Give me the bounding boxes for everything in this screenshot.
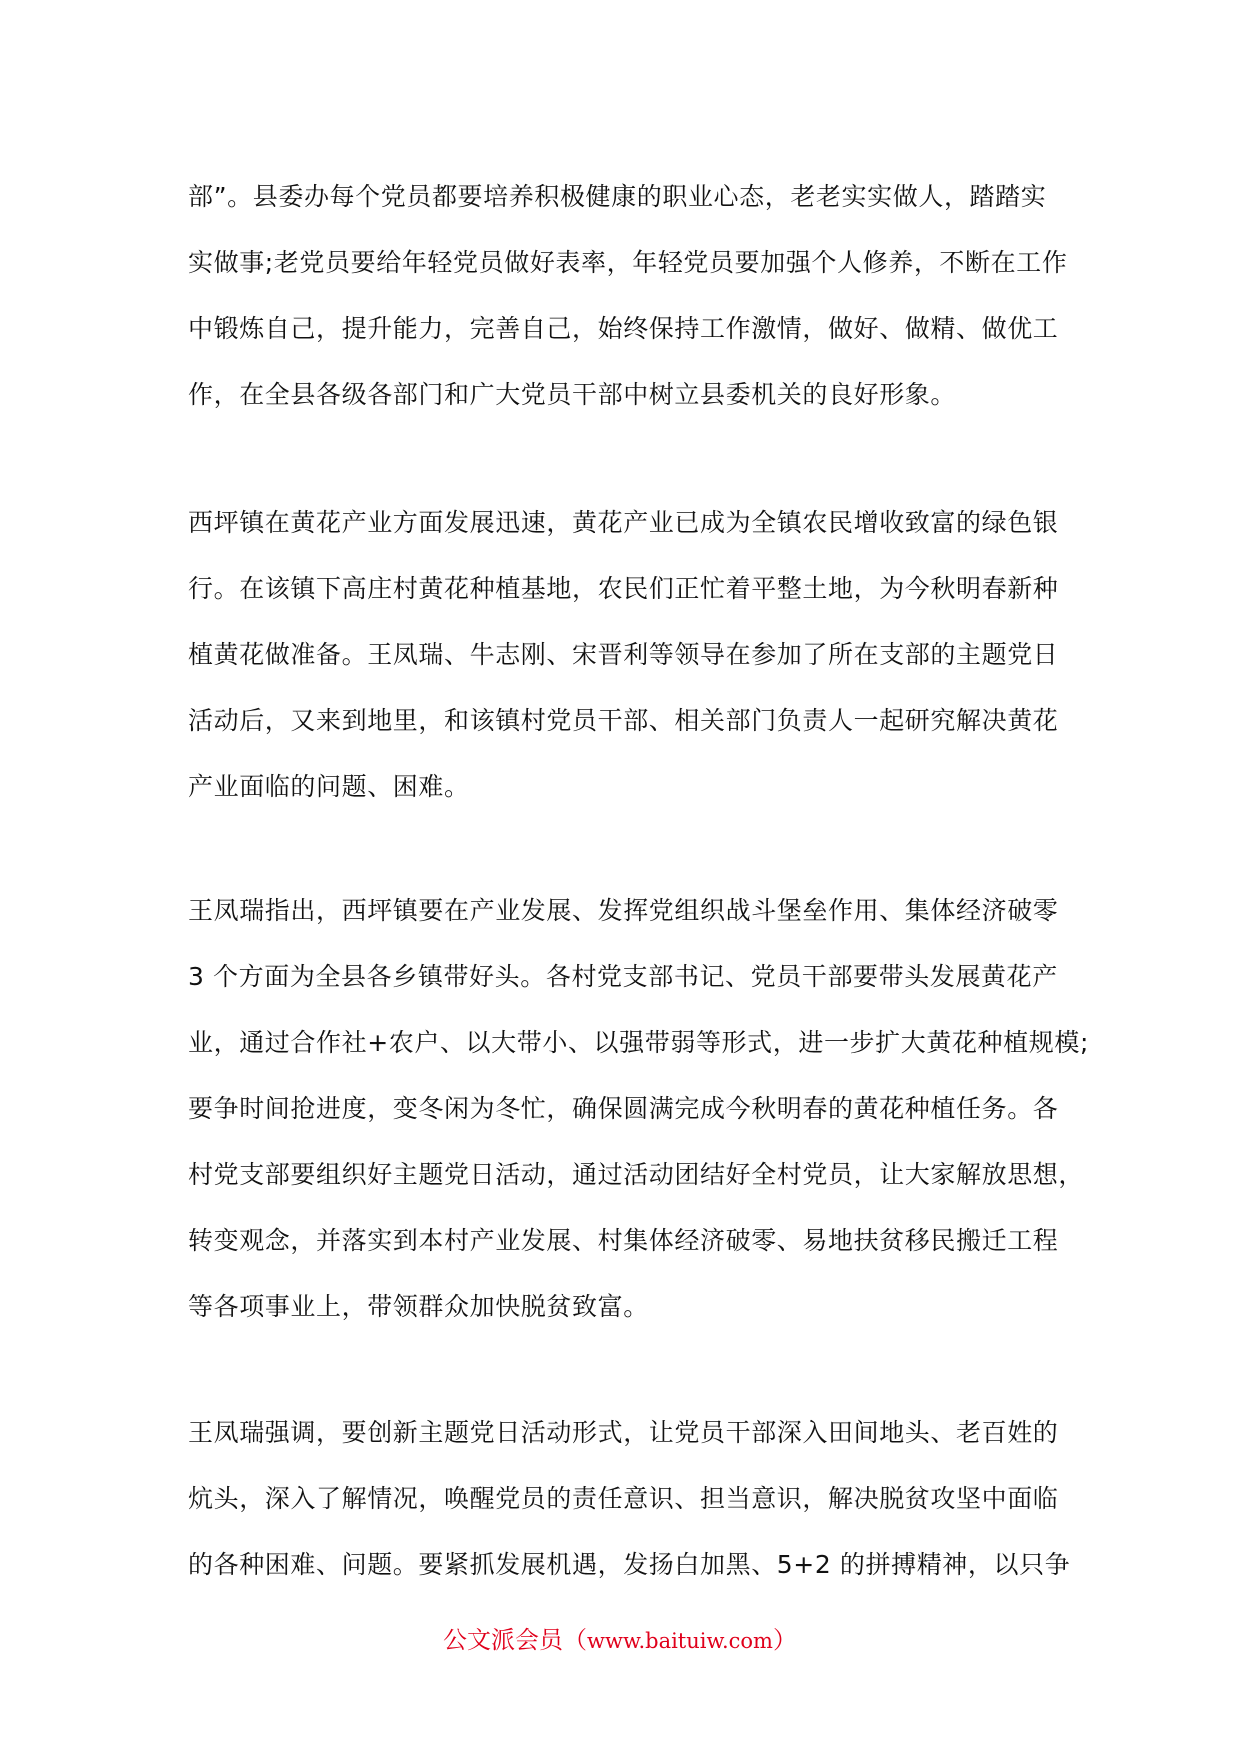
text-line: 3 个方面为全县各乡镇带好头。各村党支部书记、党员干部要带头发展黄花产 <box>188 962 1058 991</box>
text-line: 要争时间抢进度，变冬闲为冬忙，确保圆满完成今秋明春的黄花种植任务。各 <box>188 1094 1059 1123</box>
text-line: 炕头，深入了解情况，唤醒党员的责任意识、担当意识，解决脱贫攻坚中面临 <box>188 1484 1059 1513</box>
text-line: 转变观念，并落实到本村产业发展、村集体经济破零、易地扶贫移民搬迁工程 <box>188 1226 1059 1255</box>
footer-watermark <box>0 1622 1240 1659</box>
text-line: 实做事;老党员要给年轻党员做好表率，年轻党员要加强个人修养，不断在工作 <box>188 248 1068 277</box>
text-line: 植黄花做准备。王凤瑞、牛志刚、宋晋利等领导在参加了所在支部的主题党日 <box>188 640 1059 669</box>
footer-label: 公文派会员（ <box>443 1626 588 1654</box>
text-line: 作，在全县各级各部门和广大党员干部中树立县委机关的良好形象。 <box>188 380 957 409</box>
footer-url[interactable]: www.baituiw.com <box>587 1629 773 1653</box>
text-line: 中锻炼自己，提升能力，完善自己，始终保持工作激情，做好、做精、做优工 <box>188 314 1059 343</box>
paragraph <box>188 1400 1071 1598</box>
text-line: 产业面临的问题、困难。 <box>188 772 470 801</box>
text-line: 等各项事业上，带领群众加快脱贫致富。 <box>188 1292 649 1321</box>
paragraph <box>188 164 1068 428</box>
paragraph <box>188 878 1089 1340</box>
text-line: 业，通过合作社+农户、以大带小、以强带弱等形式，进一步扩大黄花种植规模; <box>188 1028 1089 1057</box>
footer-close: ） <box>772 1626 797 1654</box>
text-line: 的各种困难、问题。要紧抓发展机遇，发扬白加黑、5+2 的拼搏精神，以只争 <box>188 1550 1071 1579</box>
text-line: 部”。县委办每个党员都要培养积极健康的职业心态，老老实实做人，踏踏实 <box>188 182 1047 211</box>
text-line: 西坪镇在黄花产业方面发展迅速，黄花产业已成为全镇农民增收致富的绿色银 <box>188 508 1059 537</box>
text-line: 村党支部要组织好主题党日活动，通过活动团结好全村党员，让大家解放思想， <box>188 1160 1085 1189</box>
text-line: 王凤瑞强调，要创新主题党日活动形式，让党员干部深入田间地头、老百姓的 <box>188 1418 1059 1447</box>
text-line: 活动后，又来到地里，和该镇村党员干部、相关部门负责人一起研究解决黄花 <box>188 706 1059 735</box>
paragraph <box>188 490 1068 820</box>
text-line: 行。在该镇下高庄村黄花种植基地，农民们正忙着平整土地，为今秋明春新种 <box>188 574 1059 603</box>
text-line: 王凤瑞指出，西坪镇要在产业发展、发挥党组织战斗堡垒作用、集体经济破零 <box>188 896 1059 925</box>
